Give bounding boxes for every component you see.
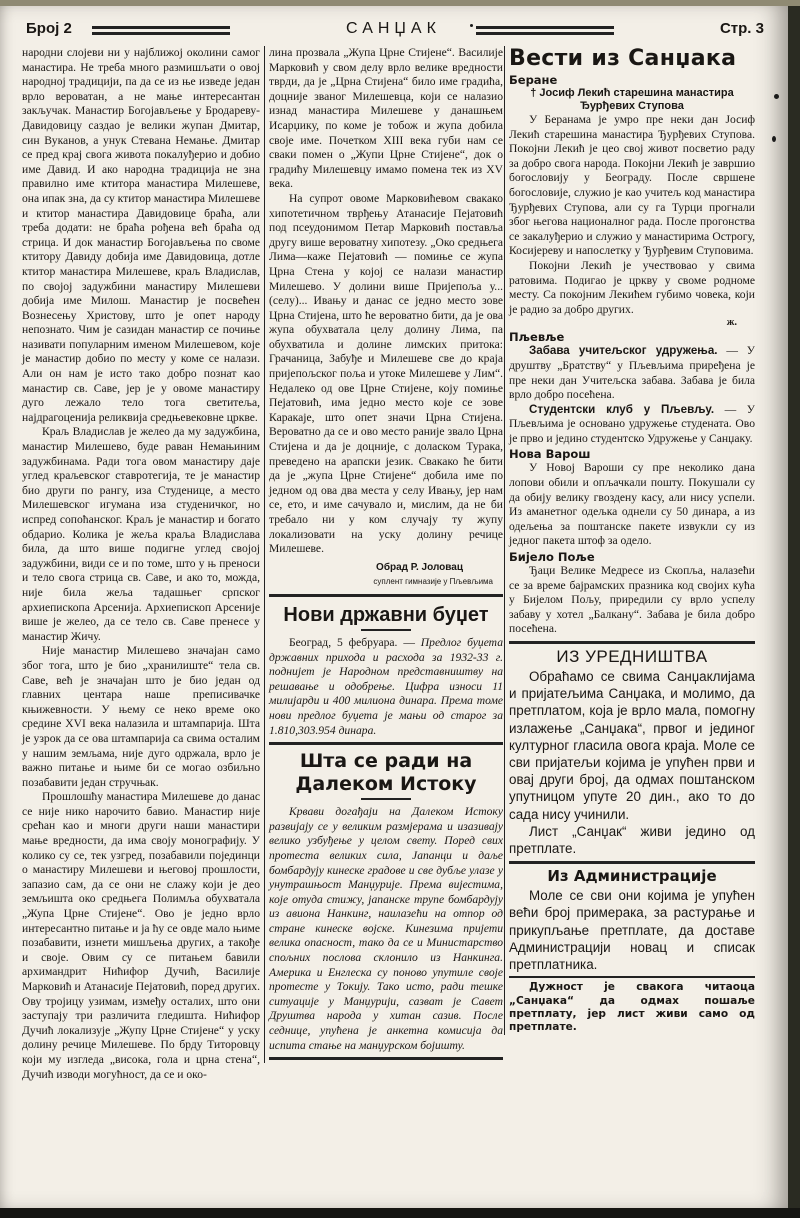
article-paragraph: Прошлошћу манастира Милешеве до данас се није нико нарочито бавио. Манастир није срећан као и многи други наши манастири мање вредности, да има своју монографију. У колико су се, тек узгред, позабавили појединци о манастиру Милешеви и његовој прошлости, запазио сам, да се они не слажу који је део земљишта око средњега Полимља обухватала „Жупа Црне Стијене“. Ово је једно врло интересантно питање и ја ћу се овде мало њиме позабавити, изнети мишљења других, а такође и своје. Овим су се питањем бавили архимандрит Нићифор Дучић, Василије Марковић и Атанасије Пејатовић, поред других. Ову тројицу узимам, између осталих, што они заступају три различита гледишта. Нићифор Дучић локализује „Жупу Црне Стијене“ у уску долину речице Милешеве. По брду Титоровцу који му изгледа „висока, гола и црна стена“, Дучић изводи могућност, да се и око- (22, 790, 260, 1081)
news-paragraph: Ђаци Велике Медресе из Скопља, налазећи се за време бајрамских празника код својих кућа у Бијелом Пољу, приредили су врло успелу забаву у хотел „Балкану“. Забава је била добро посећена. (509, 564, 755, 636)
news-section-heading: Вести из Санџака (509, 46, 737, 71)
divider (269, 742, 503, 745)
divider (509, 641, 755, 644)
administration-body: Моле се сви они којима је упућен већи број примерака, за растурање и прикупљање претплате, да доставе Администрацији новац и списак претплатника. (509, 888, 755, 973)
editorial-paragraph: Лист „Санџак“ живи једино од претплате. (509, 823, 755, 857)
author-signature: Обрад Р. Јоловац (376, 561, 463, 573)
place-heading-berane: Беране (509, 73, 558, 87)
obituary-subheading: † Јосиф Лекић старешина манастира Ђурђевих Ступова (530, 87, 734, 112)
column-1 (22, 46, 260, 1082)
news-paragraph: У Новој Вароши су пре неколико дана лопови обили и опљачкали пошту. Покушали су да обију велику гвоздену касу, али нису успели. Из аманетног одељка однели су 50 динара, а из одељења за поштанске пакете извукли су из једног пакета штоф за одело. (509, 461, 755, 548)
editorial-paragraph: Обраћамо се свима Санџаклијама и пријатељима Санџака, и молимо, да претплатом, која је врло мала, помогну излажење „Санџака“, првог и јединог културног гласила овога краја. Моле се сви пријатељи којима је упућен први и овај други број, да одмах поштанском упутницом упуте 20 дин., ако то до сада нису учинили. (509, 669, 755, 822)
divider (509, 976, 755, 978)
column-2 (264, 46, 503, 1063)
author-title: суплент гимназије у Пљевљима (373, 577, 493, 587)
far-east-body: Крвави догађаји на Далеком Истоку развијају се у великим размјерама и изазивају велико узбуђење у целом свету. Поред свих протеста великих сила, Јапанци и даље бомбардују кинеске градове и све дубље улазе у унутрашњост Манџурије. Према вијестима, које отуда стижу, јапанске трупе бомбардују из авиона Нанкинг, наилазећи на отпор од стране кинеске војске. Кинезима пријети велика опасност, тако да се и Министарство спољних послова склонило из Нанкинга. Америка и Енглеска су поново упутиле своје протесте у Токију. Тако исто, ради тешке ситуације у Манџурији, сазват је Савет Друштва народа у хитан сазив. После седнице, упућена је анкетна комисија да испита стање на манџурском бојишту. (269, 805, 503, 1052)
budget-body: Предлог буџета државних прихода и расхода за 1932-33 г. поднијет је Народном представништву на решавање и одобрење. Цифра износи 11 милијарди и 400 милиона динара. Према томе нови предлог буџета је мањи од старог за 1.810,303.954 динара. (269, 635, 503, 737)
news-paragraph: Покојни Лекић је учествовао у свима ратовима. Подигао је цркву у своме родноме месту. Са покојним Лекићем губимо човека, који је радио за добро других. (509, 258, 755, 316)
scan-speck (774, 94, 779, 99)
newspaper-title: САНЏАК (346, 20, 441, 37)
header-rule-left (92, 26, 230, 35)
divider (269, 594, 503, 597)
article-paragraph: Краљ Владислав је желео да му задужбина, манастир Милешево, буде раван Немањиним задужбинама. Ради тога овом манастиру даје углед краљевског ставротегија, те је манастир био други по рангу, иза Студенице, а место Милешевског игумана иза студеничког, но испред сопоћанског. Краљ је манастир и богато обдарио. Колика је жеља краља Владислава била, да што више подигне углед својој задужбини, види се и по томе, што у њ преноси и тело свога стрица св. Саве, и ако то, можда, није била жеља тадашњег српског архиепископа Арсенија. Архиепископ Арсеније више је желео, да се тело св. Саве пренесе у манастир Жичу. (22, 425, 260, 643)
budget-dateline: Београд, 5 фебруара. — (289, 635, 415, 649)
divider (361, 798, 411, 800)
place-heading-nova-varos: Нова Варош (509, 447, 591, 462)
issue-number: Број 2 (26, 20, 72, 37)
divider (269, 1057, 503, 1060)
administration-heading: Из Администрације (547, 867, 717, 886)
scan-bottom-edge (0, 1208, 800, 1218)
article-paragraph: народни слојеви ни у најближој околини самог манастира. Не треба много размишљати о овој народној традицији, па да се из ње изведе један врло вероватан, а не мање интересантан закључак. Манастир Богојављење у Бродареву-Давидовицу саздао је велики жупан Дмитар, син Вуканов, а унук Стевана Немање. Дмитар се пред крај свога живота покалуђерио и добио име Давид. И ако народна традиција не зна правилно име ктитора манастира Милешеве, она ипак зна, да су ктитор манастира Милешеве и ктитор манастира Давидовице браћа, али треба додати: не браћа рођена већ браћа од стрица. И док манастир Богојављења по своме ктитору Давиду добија име Давидовица, дотле ктитор манастира Милешеве, краљ Владислав, по својој задужбини манастиру Милешеви добија име Милош. Манастир је посвећен Вознесењу Христову, што је опет народу непознато. Чим је сазидан манастир се почиње називати популарним именом Милешевом, које је манастир добио по месту у коме се налази. Али он нам је исто тако добро познат као манастир св. Саве, јер је у овоме манастиру дуго лежало тело тога светитеља, најдрагоценија реликвија средњевековне цркве. (22, 46, 260, 424)
budget-headline: Нови државни буџет (283, 603, 489, 626)
subscription-notice: Дужност је свакога читаоца „Санџака“ да одмах пошаље претплату, јер лист живи само од претплате. (509, 981, 755, 1034)
place-heading-bijelo-polje: Бијело Поље (509, 550, 595, 565)
header-rule-right (476, 26, 614, 35)
news-item (509, 403, 755, 447)
news-item (509, 344, 755, 402)
article-paragraph: лина прозвала „Жупа Црне Стијене“. Василије Марковић у свом делу врло велике вредности тврди, да је „Црна Стијена“ било име градића, доцније званог Милешевца, који се налазио изнад манастира Милешеве у данашњем Исарџику, по коме је тобож и жупа добила своје име. Почетком XIII века губи нам се сваки помен о „Жупи Црне Стијене“, док о градићу Милешевцу имамо помена тек из XV века. (269, 46, 503, 191)
scan-speck (772, 136, 776, 142)
news-paragraph: У Беранама је умро пре неки дан Јосиф Лекић старешина манастира Ђурђевих Ступова. Покојни Лекић је цео свој живот посветио раду за добро свога народа. Покојни Лекић је завршио богословију у Београду. После свршене богословије, служио је као учитељ код манастира Ђурђевих Ступова, али су га Турци прогнали због његова националног рада. После прогонства се закалуђерио и служио у манастирима Острогу, Косијереву и напослетку у Ђурђевим Ступовима. (509, 113, 755, 258)
editorial-heading: ИЗ УРЕДНИШТВА (556, 647, 708, 666)
news-item-body: — У Пљевљима је основано удружење студената. Ово је прво и једино студентско Удружење у Санџаку. (509, 402, 755, 445)
column-3 (504, 46, 755, 1035)
place-heading-pljevlja: Пљевље (509, 330, 565, 345)
article-paragraph: На супрот овоме Марковићевом свакако хипотетичном тврђењу Атанасије Пејатовић под псеудонимом Петар Марковић поставља другу више вероватну хипотезу. „Око средњега Лима—каже Пејатовић — помиње се жупа Црна Стена у којој се налази манастир Милешево. У долини више Пријепоља у... (селу)... Ивању и данас се једно место зове Црна Стијена, што ће вероватно бити, да је ова жупа обухватала целу долину Лима, па обухватила и долине лимских притока: Грачаница, Забуђе и Милешеве све до краја пријепољског поља и утоке Милешеве у Лим“. Недалеко од ове Црне Стијене, коју помиње Пејатовић, има једно место које се зове Каракаје, што опет значи Црна Стијена. Вероватно да се и ово место раније звало Црна Стијена и да је доцније, с доласком Турака, преведено на арапски језик. Свакако ће бити да је „жупа Црне Стијене“ добила име по једном од ова два места у селу Ивању, јер нам се, ето, и име сачувало и, мислим, да не би требало ни у ком случају ту жупу локализовати на уску долину речице Милешеве. (269, 191, 503, 556)
divider (509, 861, 755, 864)
news-item-heading: Студентски клуб у Пљевљу. (529, 402, 715, 416)
page-number: Стр. 3 (719, 20, 764, 37)
author-initial: ж. (726, 317, 737, 329)
far-east-headline: Шта се ради на Далеком Истоку (295, 750, 477, 796)
newspaper-page (0, 6, 788, 1208)
page-header (24, 18, 764, 42)
budget-article (269, 636, 503, 738)
divider (361, 629, 411, 631)
news-item-body: — У друштву „Братству“ у Пљевљима приређена је пре неки дан Учитељска забава. Забава је била врло добро посећена. (509, 344, 755, 402)
news-item-heading: Забава учитељског удружења. (529, 344, 718, 358)
article-paragraph: Није манастир Милешево значајан само због тога, што је био „хранилиште“ тела св. Саве, већ је значајан што је био један од главних центара наше преписивачке књижевности. У њему се неко време око средине XVI века налазила и штампарија. Шта је узрок да се ова штампарија са свима осталим у нашим земљама, није дуго одржала, врло је важно питање и њиме би се могао озбиљно позабавити један стручњак. (22, 644, 260, 789)
